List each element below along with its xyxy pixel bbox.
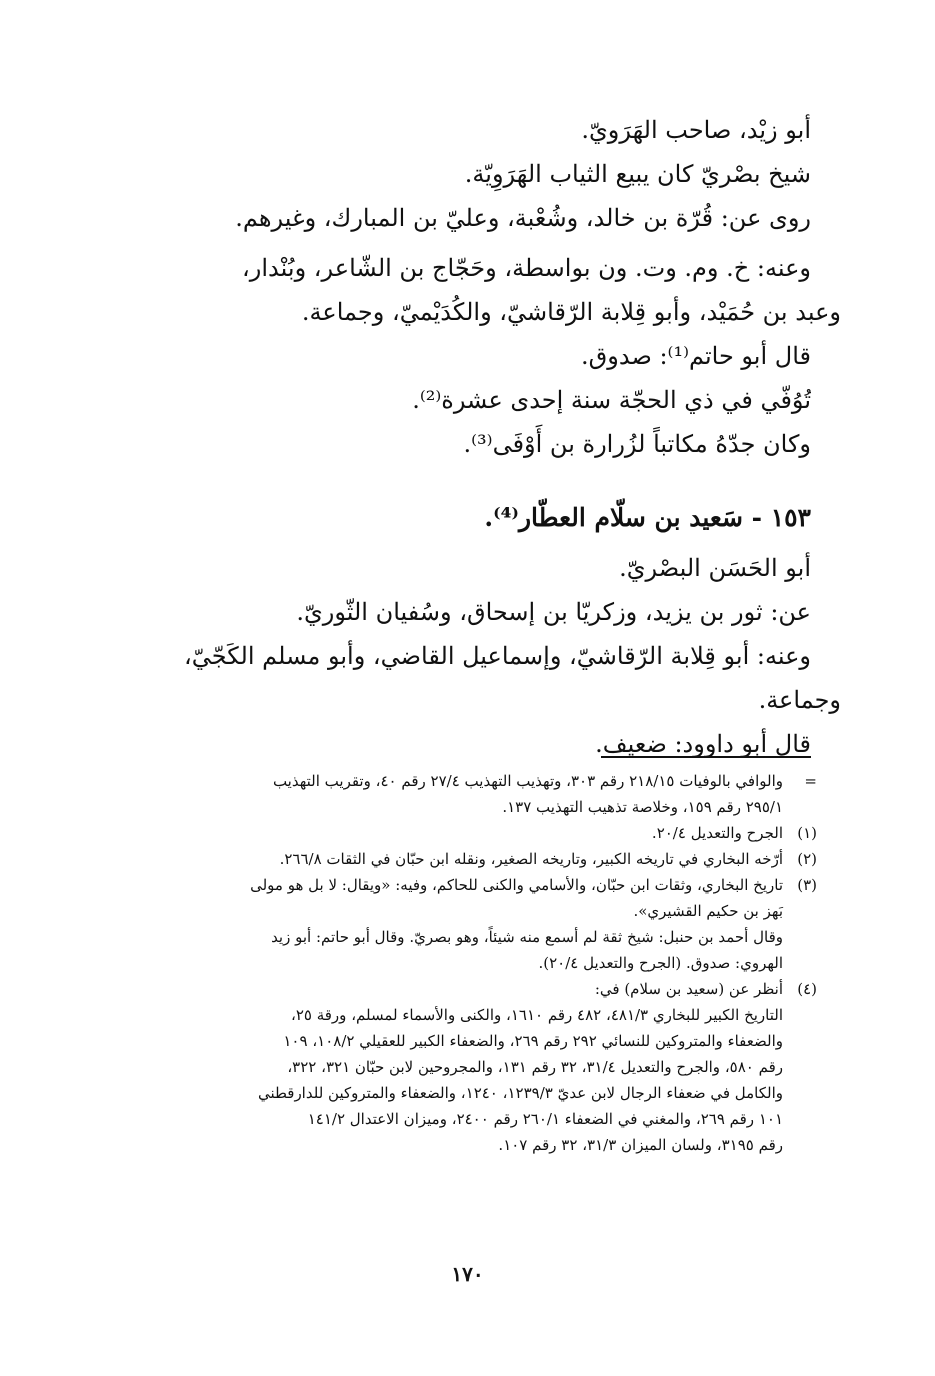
footnote-line: الجرح والتعديل ٢٠/٤.: [651, 824, 783, 842]
footnote-mark: (٤): [797, 980, 817, 998]
text-line: شيخ بصْريّ كان يبيع الثياب الهَرَوِيّة.: [464, 160, 811, 188]
footnote-line: والضعفاء والمتروكين للنسائي ٢٩٢ رقم ٢٦٩، والضعفاء الكبير للعقيلي ١٠٨/٢، ١٠٩: [283, 1032, 783, 1050]
footnote-line: أرّخه البخاري في تاريخه الكبير، وتاريخه الصغير، ونقله ابن حبّان في الثقات ٢٦٦/٨.: [279, 850, 783, 868]
footnote-line: الهروي: صدوق. (الجرح والتعديل ٢٠/٤).: [538, 954, 783, 972]
footnote-divider: [601, 756, 811, 758]
text-line: وعنه: خ. وم. وت. ون بواسطة، وحَجّاج بن الشّاعر، وبُنْدار،: [242, 254, 811, 282]
text-line: أبو الحَسَن البصْريّ.: [619, 554, 811, 582]
text-line: وجماعة.: [758, 686, 841, 714]
text-line: تُوُفّي في ذي الحجّة سنة إحدى عشرة⁽²⁾.: [412, 386, 811, 414]
footnote-line: وقال أحمد بن حنبل: شيخ ثقة لم أسمع منه شيئاً، وهو بصريّ. وقال أبو حاتم: أبو زيد: [271, 928, 783, 946]
footnotes: [110, 768, 817, 1158]
text-line: قال أبو حاتم⁽¹⁾: صدوق.: [581, 342, 811, 370]
footnote-2: [110, 846, 817, 872]
footnote-line: والوافي بالوفيات ٢١٨/١٥ رقم ٣٠٣، وتهذيب التهذيب ٢٧/٤ رقم ٤٠، وتقريب التهذيب: [272, 772, 783, 790]
text-line: وعنه: أبو قِلابة الرّقاشيّ، وإسماعيل القاضي، وأبو مسلم الكَجّيّ،: [184, 642, 811, 670]
footnote-line: أنظر عن (سعيد بن سلام) في:: [594, 980, 783, 998]
entry-heading: ١٥٣ - سَعيد بن سلّام العطّار⁽⁴⁾.: [484, 503, 811, 532]
text-line: قال أبو داوود: ضعيف.: [595, 730, 811, 758]
footnote-3: [110, 872, 817, 976]
text-line: أبو زيْد، صاحب الهَرَويّ.: [581, 116, 811, 144]
footnote-line: بَهز بن حكيم القشيري».: [633, 902, 783, 920]
footnote-line: والكامل في ضعفاء الرجال لابن عديّ ١٢٣٩/٣، ١٢٤٠، والضعفاء والمتروكين للدارقطني: [257, 1084, 783, 1102]
page-number: ١٧٠: [451, 1262, 484, 1286]
main-text: [118, 108, 841, 766]
footnote-line: ٢٩٥/١ رقم ١٥٩، وخلاصة تذهيب التهذيب ١٣٧.: [502, 798, 783, 816]
footnote-mark: (٣): [797, 876, 817, 894]
footnote-line: رقم ٣١٩٥، ولسان الميزان ٣١/٣، ٣٢ رقم ١٠٧.: [498, 1136, 783, 1154]
footnote-line: رقم ٥٨٠، والجرح والتعديل ٣١/٤، ٣٢ رقم ١٣١، والمجروحين لابن حبّان ٣٢١، ٣٢٢،: [287, 1058, 783, 1076]
footnote-mark: =: [804, 772, 817, 790]
footnote-1: [110, 820, 817, 846]
text-line: روى عن: قُرّة بن خالد، وشُعْبة، وعليّ بن المبارك، وغيرهم.: [235, 204, 811, 232]
footnote-line: تاريخ البخاري، وثقات ابن حبّان، والأسامي والكنى للحاكم، وفيه: «ويقال: لا بل هو مولى: [250, 876, 783, 894]
footnote-line: التاريخ الكبير للبخاري ٤٨١/٣، ٤٨٢ رقم ١٦١٠، والكنى والأسماء لمسلم، ورقة ٢٥،: [290, 1006, 783, 1024]
text-line: عن: ثور بن يزيد، وزكريّا بن إسحاق، وسُفيان الثّوريّ.: [296, 598, 811, 626]
footnote-4: [110, 976, 817, 1158]
footnote-line: ١٠١ رقم ٢٦٩، والمغني في الضعفاء ٢٦٠/١ رقم ٢٤٠٠، وميزان الاعتدال ١٤١/٢: [307, 1110, 783, 1128]
footnote-mark: (٢): [797, 850, 817, 868]
footnote-continuation: [110, 768, 817, 820]
text-line: وكان جدّهُ مكاتباً لزُرارة بن أَوْفَى⁽³⁾.: [463, 430, 811, 458]
footnote-mark: (١): [797, 824, 817, 842]
text-line: وعبد بن حُمَيْد، وأبو قِلابة الرّقاشيّ، والكُدَيْميّ، وجماعة.: [301, 298, 841, 326]
